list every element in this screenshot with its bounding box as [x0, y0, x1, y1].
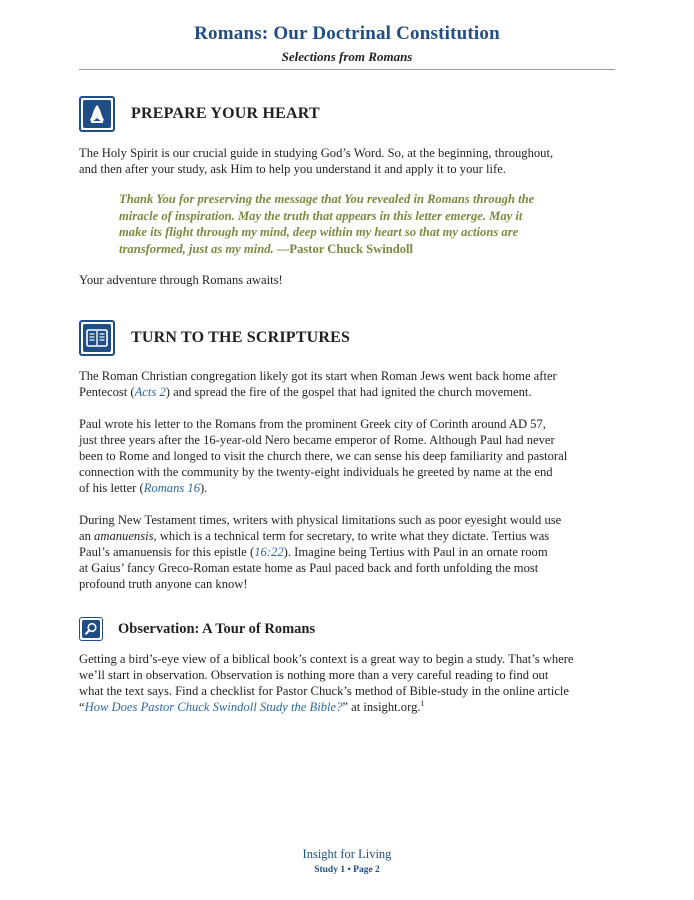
prayer-line: Thank You for preserving the message that You revealed in Romans through the [119, 192, 535, 206]
page-header [0, 22, 694, 66]
paragraph-text: an [79, 529, 95, 543]
paragraph-line: Your adventure through Romans awaits! [79, 273, 283, 287]
footer-page-number: Study 1 • Page 2 [314, 865, 380, 875]
paragraph-text: ) and spread the fire of the gospel that had ignited the church movement. [165, 385, 532, 399]
paragraph-line: we’ll start in observation. Observation is nothing more than a very careful reading to find out [79, 668, 549, 682]
paragraph-line: During New Testament times, writers with physical limitations such as poor eyesight would use [79, 513, 562, 527]
scripture-link-16-22[interactable]: 16:22 [254, 545, 284, 559]
scriptures-paragraph-2 [79, 416, 619, 496]
subsection-title: Observation: A Tour of Romans [118, 620, 316, 637]
section-scriptures-heading [79, 320, 350, 356]
paragraph-text: Paul’s amanuensis for this epistle ( [79, 545, 255, 559]
scriptures-paragraph-1 [79, 368, 619, 400]
prayer-line: miracle of inspiration. May the truth that appears in this letter emerge. May it [119, 208, 523, 223]
emphasized-term: amanuensis [94, 529, 154, 543]
subsection-observation-heading [79, 617, 315, 641]
open-bible-icon [79, 320, 115, 356]
header-divider [79, 69, 615, 70]
paragraph-text: ). Imagine being Tertius with Paul in an ornate room [283, 545, 548, 559]
paragraph-line: The Holy Spirit is our crucial guide in studying God’s Word. So, at the beginning, throughout, [79, 146, 554, 160]
paragraph-text: Pentecost ( [79, 385, 135, 399]
prayer-line: make its flight through my mind, deep within my heart so that my actions are [119, 225, 519, 239]
section-title-prepare: PREPARE YOUR HEART [131, 105, 320, 122]
paragraph-text: , which is a technical term for secretary, to write what they dictate. Tertius was [153, 529, 550, 543]
observation-paragraph [79, 651, 619, 715]
prepare-intro-paragraph [79, 145, 619, 177]
paragraph-line: and then after your study, ask Him to help you understand it and apply it to your life. [79, 162, 506, 176]
paragraph-text: “ [79, 700, 85, 714]
praying-hands-icon [79, 96, 115, 132]
paragraph-line: profound truth anyone can know! [79, 577, 248, 591]
page-footer [0, 846, 694, 877]
paragraph-line: at Gaius’ fancy Greco-Roman estate home as Paul paced back and forth unfolding the most [79, 561, 539, 575]
paragraph-line: just three years after the 16-year-old Nero became emperor of Rome. Although Paul had never [79, 433, 555, 447]
scripture-link-romans-16[interactable]: Romans 16 [143, 481, 201, 495]
scripture-link-acts-2[interactable]: Acts 2 [134, 385, 166, 399]
scriptures-paragraph-3 [79, 512, 619, 592]
section-prepare-heading [79, 96, 320, 132]
document-subtitle: Selections from Romans [281, 49, 413, 64]
prayer-attribution: —Pastor Chuck Swindoll [273, 241, 414, 256]
document-title: Romans: Our Doctrinal Constitution [194, 23, 500, 44]
paragraph-text: ). [200, 481, 208, 495]
article-link[interactable]: How Does Pastor Chuck Swindoll Study the Bible? [84, 700, 343, 714]
prayer-line: transformed, just as my mind. [119, 241, 274, 256]
paragraph-line: what the text says. Find a checklist for Pastor Chuck’s method of Bible-study in the online article [79, 684, 570, 698]
paragraph-text: of his letter ( [79, 481, 144, 495]
prayer-quote [119, 191, 599, 257]
prepare-closing-paragraph [79, 272, 619, 288]
paragraph-line: Paul wrote his letter to the Romans from the prominent Greek city of Corinth around AD 57, [79, 417, 546, 431]
paragraph-text: ” at insight.org. [342, 700, 421, 714]
magnifying-glass-icon [79, 617, 103, 641]
paragraph-line: connection with the community by the twenty-eight individuals he greeted by name at the end [79, 465, 553, 479]
footnote-marker[interactable]: 1 [420, 698, 425, 708]
paragraph-line: been to Rome and longed to visit the church there, we can sense his deep familiarity and pastoral [79, 449, 568, 463]
section-title-scriptures: TURN TO THE SCRIPTURES [131, 329, 351, 346]
paragraph-line: Getting a bird’s-eye view of a biblical book’s context is a great way to begin a study. That’s where [79, 652, 574, 666]
footer-organization: Insight for Living [302, 847, 392, 861]
paragraph-line: The Roman Christian congregation likely got its start when Roman Jews went back home after [79, 369, 557, 383]
